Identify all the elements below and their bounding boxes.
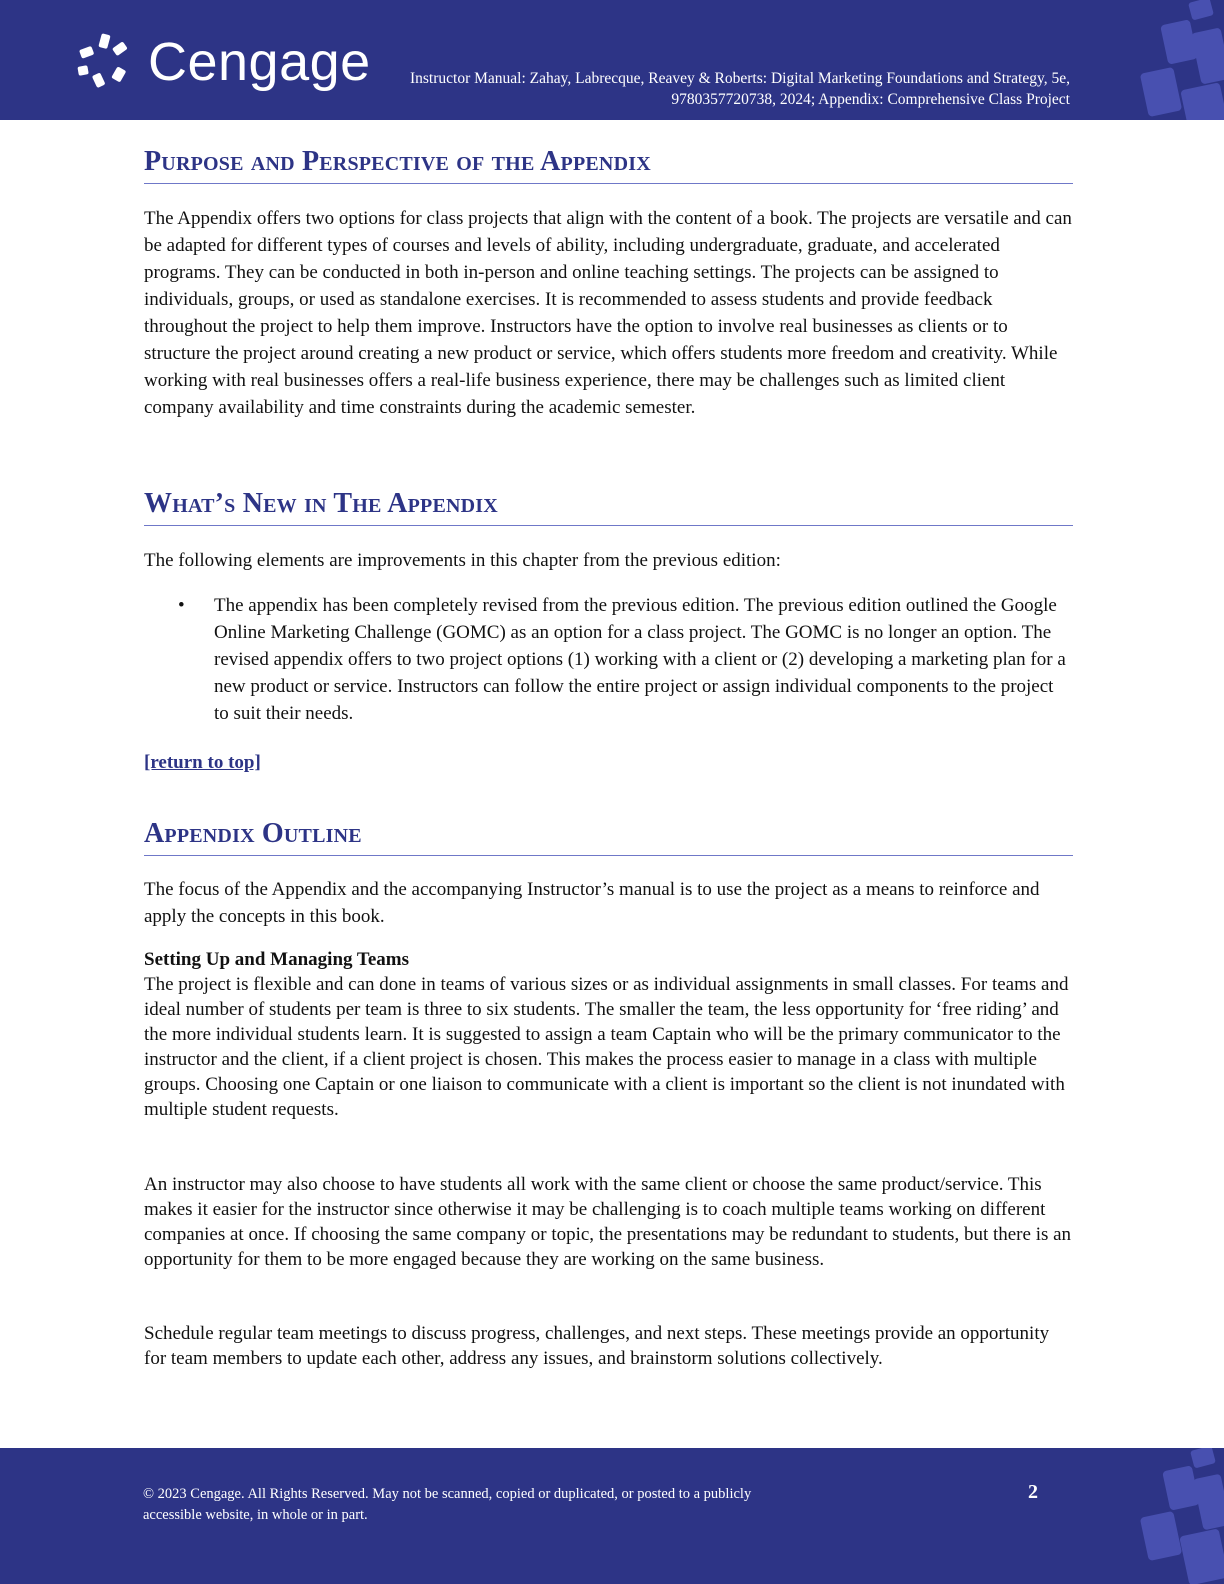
cengage-logo-icon [74,30,138,94]
purpose-paragraph: The Appendix offers two options for class projects that align with the content of a book. The projects are versatile and can be adapted for different types of courses and levels of ability, including undergraduate, graduate, and accelerated programs. They can be conducted in both in-person and online teaching settings. The projects can be assigned to individuals, groups, or used as standalone exercises. It is recommended to assess students and provide feedback throughout the project to help them improve. Instructors have the option to involve real businesses as clients or to structure the project around creating a new product or service, which offers students more freedom and creativity. While working with real businesses offers a real-life business experience, there may be challenges such as limited client company availability and time constraints during the academic semester. [144,208,1072,418]
outline-intro: The focus of the Appendix and the accompanying Instructor’s manual is to use the project as a means to reinforce and apply the concepts in this book. [144,879,1040,927]
brand-name: Cengage [148,32,371,92]
footer-copyright-line2: accessible website, in whole or in part. [143,1507,368,1523]
bullet-icon: • [178,595,185,616]
header-decoration-icon [1134,0,1224,120]
outline-paragraph-1: The project is flexible and can done in teams of various sizes or as individual assignments in small classes. For teams and ideal number of students per team is three to six students. The smaller the team, the less opportunity for ‘free riding’ and the more individual students learn. It is suggested to assign a team Captain who will be the primary communicator to the instructor and the client, if a client project is chosen. This makes the process easier to manage in a class with multiple groups. Choosing one Captain or one liaison to communicate with a client is important so the client is not inundated with multiple student requests. [144,974,1069,1120]
section-title-purpose: Purpose and Perspective of the Appendix [144,145,1073,184]
footer-copyright-line1: © 2023 Cengage. All Rights Reserved. May not be scanned, copied or duplicated, or posted to a publicly [143,1486,752,1502]
list-item [144,592,1072,727]
section-title-outline: Appendix Outline [144,817,1073,856]
section-title-whats-new: What’s New in The Appendix [144,487,1073,526]
footer-decoration-icon [1134,1448,1224,1584]
page-number: 2 [1028,1481,1038,1503]
outline-subhead: Setting Up and Managing Teams [144,949,410,970]
outline-paragraph-2: An instructor may also choose to have students all work with the same client or choose the same product/service. This makes it easier for the instructor since otherwise it may be challenging is to coach multiple teams working on different companies at once. If choosing the same company or topic, the presentations may be redundant to students, but there is an opportunity for them to be more engaged because they are working on the same business. [144,1174,1072,1270]
header-meta-line1: Instructor Manual: Zahay, Labrecque, Reavey & Roberts: Digital Marketing Foundations and Strategy, 5e, [409,70,1070,87]
page-header [0,0,1224,120]
page-footer [0,1448,1224,1584]
outline-paragraph-3: Schedule regular team meetings to discuss progress, challenges, and next steps. These meetings provide an opportunity for team members to update each other, address any issues, and brainstorm solutions collectively. [144,1323,1050,1369]
cengage-logo [74,30,371,94]
return-to-top-link[interactable]: [return to top] [144,752,261,773]
header-meta-line2: 9780357720738, 2024; Appendix: Comprehensive Class Project [671,91,1070,108]
footer-copyright [143,1484,843,1526]
list-item-text: The appendix has been completely revised from the previous edition. The previous edition outlined the Google Online Marketing Challenge (GOMC) as an option for a class project. The GOMC is no longer an option. The revised appendix offers to two project options (1) working with a client or (2) developing a marketing plan for a new product or service. Instructors can follow the entire project or assign individual components to the project to suit their needs. [214,595,1066,724]
header-meta [350,68,1070,110]
whats-new-intro: The following elements are improvements in this chapter from the previous edition: [144,550,781,571]
whats-new-list [144,592,1072,727]
